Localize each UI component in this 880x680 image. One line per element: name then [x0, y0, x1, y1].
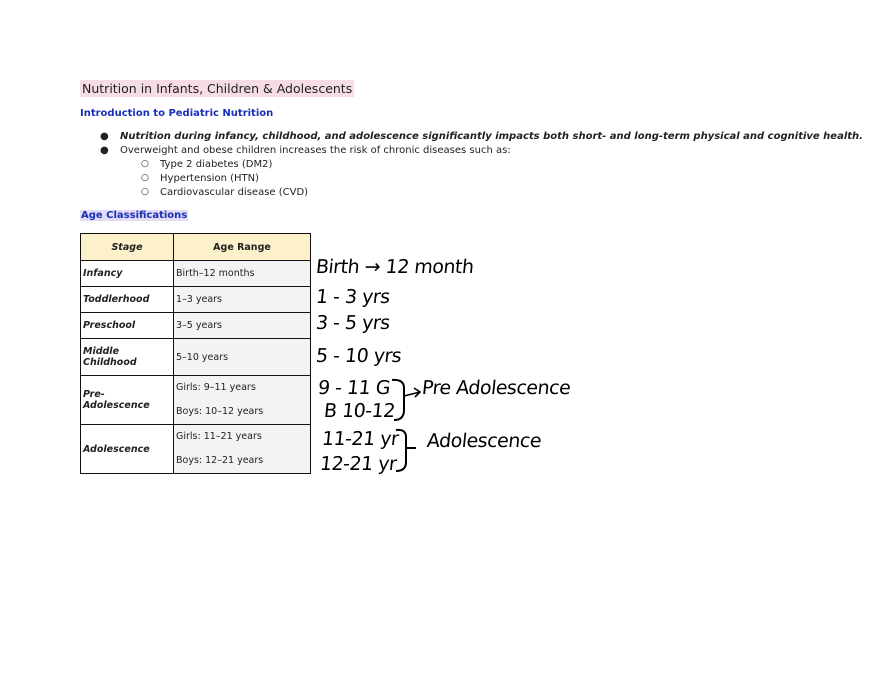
handwritten-note-middle: 5 - 10 yrs: [314, 345, 403, 367]
bullet-marker: ●: [100, 131, 109, 142]
sub-bullet-1: Type 2 diabetes (DM2): [160, 159, 273, 170]
stage-cell: Infancy: [81, 261, 174, 287]
sub-bullet-marker: ○: [141, 173, 149, 183]
bullet-2: Overweight and obese children increases the risk of chronic diseases such as:: [120, 145, 511, 156]
handwritten-note-preschool: 3 - 5 yrs: [314, 312, 391, 334]
stage-cell: Middle Childhood: [81, 339, 174, 376]
stage-cell: Toddlerhood: [81, 287, 174, 313]
handwritten-note-pre-label: Pre Adolescence: [420, 377, 572, 399]
bracket-icon: [396, 430, 416, 471]
section-heading-age: Age Classifications: [81, 210, 188, 221]
stage-cell: Adolescence: [81, 425, 174, 474]
handwritten-note-adol-girls: 11-21 yr: [320, 428, 400, 450]
sub-bullet-3: Cardiovascular disease (CVD): [160, 187, 309, 198]
bullet-1: Nutrition during infancy, childhood, and adolescence significantly impacts both short- and long-term physical and cognitive health.: [120, 131, 863, 142]
sub-bullet-marker: ○: [141, 159, 149, 169]
range-boys: Boys: 10–12 years: [176, 406, 264, 417]
range-girls: Girls: 9–11 years: [176, 382, 256, 393]
stage-cell: Pre-Adolescence: [81, 376, 174, 425]
handwritten-note-adol-label: Adolescence: [425, 430, 543, 452]
handwritten-note-pre-girls: 9 - 11 G: [316, 377, 392, 399]
table-header-range: Age Range: [174, 234, 311, 261]
bullet-marker: ●: [100, 145, 109, 156]
table-header-stage: Stage: [81, 234, 174, 261]
handwritten-note-infancy: Birth → 12 month: [314, 256, 475, 278]
sub-bullet-2: Hypertension (HTN): [160, 173, 259, 184]
handwritten-note-adol-boys: 12-21 yr: [318, 453, 398, 475]
section-heading-intro: Introduction to Pediatric Nutrition: [80, 108, 274, 119]
handwritten-note-toddler: 1 - 3 yrs: [314, 286, 391, 308]
range-cell: Birth–12 months: [174, 261, 311, 287]
page-title: Nutrition in Infants, Children & Adolescents: [82, 81, 353, 96]
bracket-icon: [392, 380, 404, 420]
arrow-icon: [404, 388, 420, 397]
handwritten-note-pre-boys: B 10-12: [322, 400, 396, 422]
range-cell: 3–5 years: [174, 313, 311, 339]
range-cell: 1–3 years: [174, 287, 311, 313]
range-boys: Boys: 12–21 years: [176, 455, 264, 466]
stage-cell: Preschool: [81, 313, 174, 339]
range-girls: Girls: 11–21 years: [176, 431, 262, 442]
sub-bullet-marker: ○: [141, 187, 149, 197]
range-cell: 5–10 years: [174, 339, 311, 376]
